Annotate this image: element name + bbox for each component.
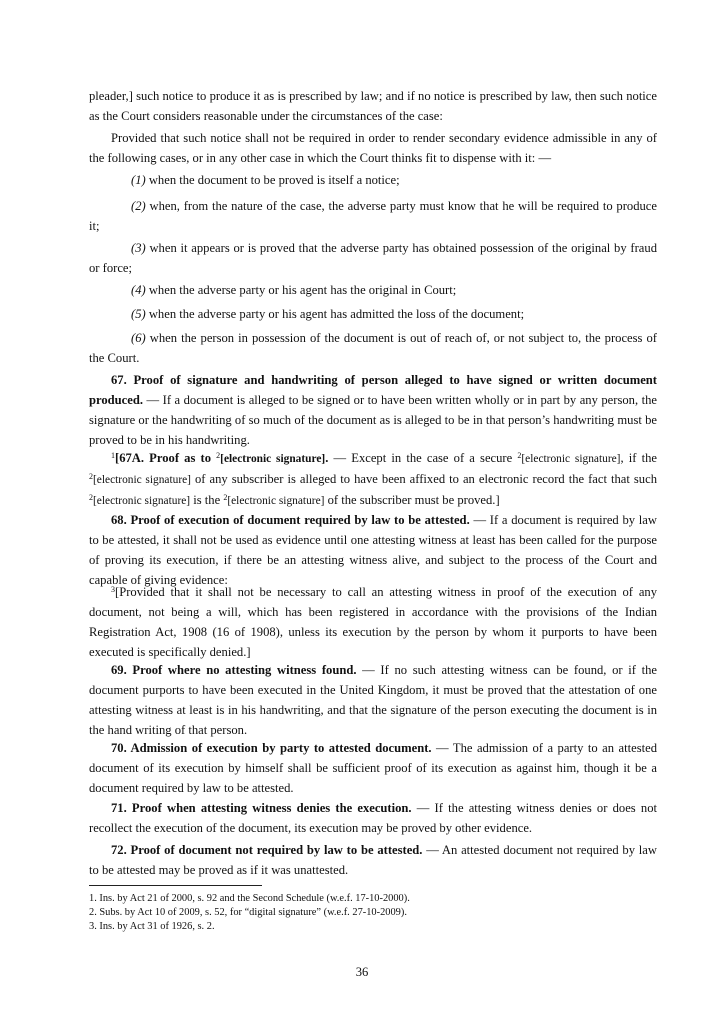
section-heading: 70. Admission of execution by party to attested document. xyxy=(111,741,432,755)
section-68: 68. Proof of execution of document required by law to be attested. — If a document is required by law to be attested, it shall not be used as evidence until one attesting witness at least has been called for the purpose of proving its execution, if there be an attesting witness alive, and subject to the process of the Court and capable of giving evidence: xyxy=(89,513,657,587)
section-68-proviso: $^3$[Provided that it shall not be necessary to call an attesting witness in proof of the execution of any document, not being a will, which has been registered in accordance with the provisions of the Indian Registration Act, 1908 (16 of 1908), unless its execution by the person by whom it purports to have been executed is specifically denied.] xyxy=(89,585,657,659)
list-item: (4) when the adverse party or his agent has the original in Court; xyxy=(131,283,457,297)
footnote: 1. Ins. by Act 21 of 2000, s. 92 and the Second Schedule (w.e.f. 17-10-2000). xyxy=(89,893,410,904)
section-heading: 71. Proof when attesting witness denies the execution. xyxy=(111,801,412,815)
footnote: 3. Ins. by Act 31 of 1926, s. 2. xyxy=(89,921,215,932)
list-item: (6) when the person in possession of the document is out of reach of, or not subject to, the process of the Court. xyxy=(89,331,657,365)
section-72: 72. Proof of document not required by law to be attested. — An attested document not required by law to be attested may be proved as if it was unattested. xyxy=(89,843,657,877)
proviso-paragraph: Provided that such notice shall not be required in order to render secondary evidence admissible in any of the following cases, or in any other case in which the Court thinks fit to dispense with it: — xyxy=(89,131,657,165)
footnote-divider xyxy=(89,885,262,886)
section-69: 69. Proof where no attesting witness found. — If no such attesting witness can be found, or if the document purports to have been executed in the United Kingdom, it must be proved that the attestation of one attesting witness at least is in his handwriting, and that the signature of the person executing the document is in the hand writing of that person. xyxy=(89,663,657,737)
section-71: 71. Proof when attesting witness denies the execution. — If the attesting witness denies or does not recollect the execution of the document, its execution may be proved by other evidence. xyxy=(89,801,657,835)
footnote-ref: 2 xyxy=(216,451,221,460)
section-heading: 67. Proof of signature and handwriting of person alleged to have signed or written document produced. xyxy=(89,373,657,407)
footnote-ref: 3 xyxy=(111,585,115,594)
footnote-ref: 1 xyxy=(111,451,115,460)
list-item: (3) when it appears or is proved that the adverse party has obtained possession of the original by fraud or force; xyxy=(89,241,657,275)
section-67a: $^1$[67A. Proof as to $^2$[electronic signature]. — Except in the case of a secure $^2$[electronic signature], if the $^2$[electronic signature] of any subscriber is alleged to have been affixed to an electronic record the fact that such $^2$[electronic signature] is the $^2$[electronic signature] of the subscriber must be proved.] xyxy=(89,451,657,507)
paragraph-continuation: pleader,] such notice to produce it as is prescribed by law; and if no notice is prescribed by law, then such notice as the Court considers reasonable under the circumstances of the case: xyxy=(89,89,657,123)
list-item: (1) when the document to be proved is itself a notice; xyxy=(131,173,400,187)
list-item: (5) when the adverse party or his agent has admitted the loss of the document; xyxy=(131,307,525,321)
footnote: 2. Subs. by Act 10 of 2009, s. 52, for “digital signature” (w.e.f. 27-10-2009). xyxy=(89,907,407,918)
section-67: 67. Proof of signature and handwriting of person alleged to have signed or written document produced. — If a document is alleged to be signed or to have been written wholly or in part by any person, the signature or the handwriting of so much of the document as is alleged to be in that person’s handwriting must be proved to be in his handwriting. xyxy=(89,373,657,447)
section-heading: 68. Proof of execution of document required by law to be attested. xyxy=(111,513,470,527)
section-70: 70. Admission of execution by party to attested document. — The admission of a party to an attested document of its execution by himself shall be sufficient proof of its execution as against him, though it be a document required by law to be attested. xyxy=(89,741,657,795)
list-item: (2) when, from the nature of the case, the adverse party must know that he will be required to produce it; xyxy=(89,199,657,233)
page-number: 36 xyxy=(355,965,369,979)
section-heading: 72. Proof of document not required by law to be attested. xyxy=(111,843,423,857)
section-heading: 69. Proof where no attesting witness found. xyxy=(111,663,357,677)
